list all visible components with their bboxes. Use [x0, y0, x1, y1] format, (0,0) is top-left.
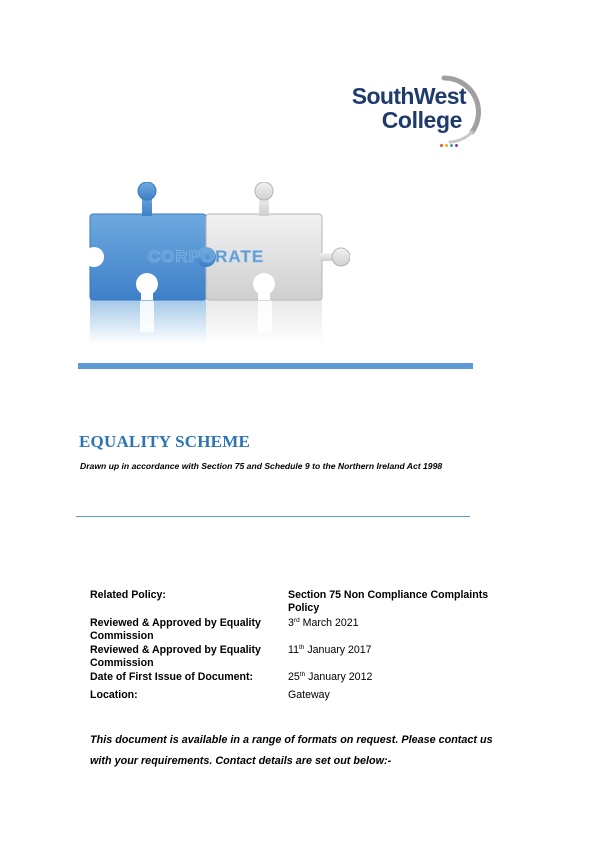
- meta-label: Reviewed & Approved by Equality Commission: [90, 617, 261, 642]
- logo-line-college: College: [381, 107, 462, 133]
- meta-value: 3rd March 2021: [288, 617, 359, 629]
- divider: [76, 516, 470, 517]
- meta-label: Location:: [90, 689, 138, 701]
- puzzle-graphic: [88, 182, 350, 344]
- puzzle-piece-right: [196, 182, 350, 300]
- logo-dot-icon: [450, 144, 453, 147]
- puzzle-piece-left: [88, 182, 206, 300]
- logo-dot-icon: [440, 144, 443, 147]
- logo-line-southwest: SouthWest: [351, 83, 466, 109]
- document-subtitle: Drawn up in accordance with Section 75 and Schedule 9 to the Northern Ireland Act 1998: [80, 461, 443, 471]
- meta-label: Reviewed & Approved by Equality Commission: [90, 644, 261, 669]
- meta-label: Date of First Issue of Document:: [90, 671, 254, 683]
- logo-dot-icon: [445, 144, 448, 147]
- logo-dots: [440, 134, 460, 152]
- formats-notice: This document is available in a range of formats on request. Please contact us with your requirements. Contact details are set out below:-: [90, 734, 493, 767]
- logo-dot-icon: [455, 144, 458, 147]
- meta-value: 11th January 2017: [288, 644, 372, 656]
- meta-label: Related Policy:: [90, 589, 166, 601]
- document-title: EQUALITY SCHEME: [79, 432, 250, 451]
- meta-value: 25th January 2012: [288, 671, 373, 683]
- meta-value: Gateway: [288, 689, 330, 701]
- college-logo: [332, 72, 492, 144]
- meta-value: Section 75 Non Compliance Complaints Policy: [288, 589, 489, 614]
- header-bar: [78, 363, 473, 369]
- puzzle-label: CORPORATE: [147, 247, 265, 266]
- logo-wordmark: [338, 84, 466, 132]
